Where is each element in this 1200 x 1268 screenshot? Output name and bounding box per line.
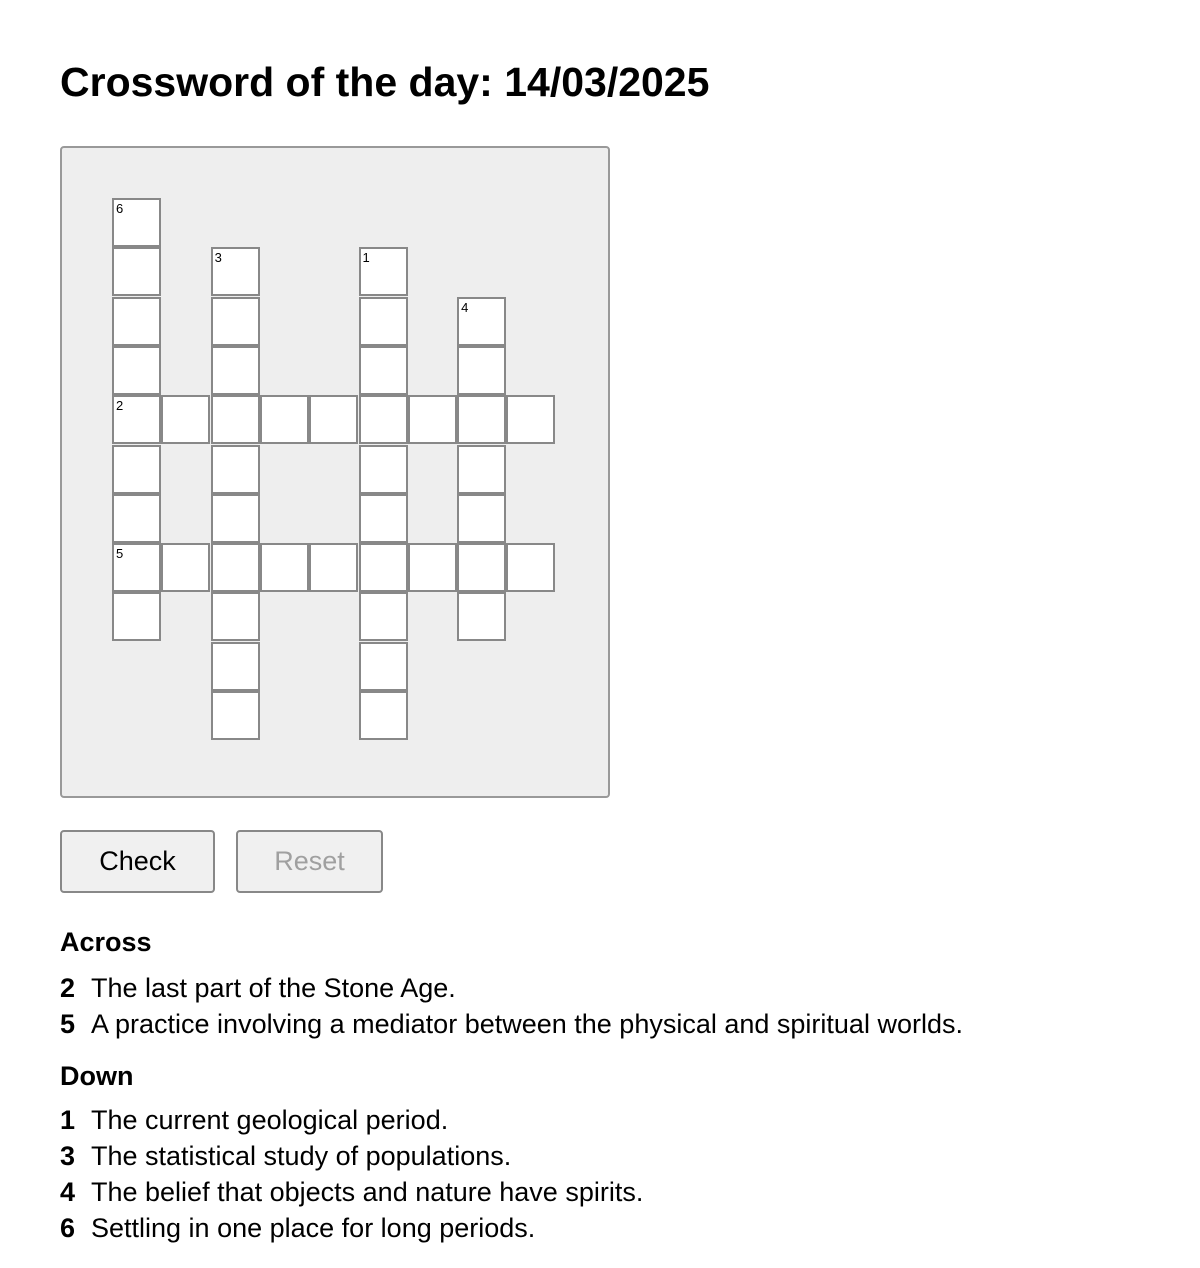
check-button[interactable]: Check xyxy=(60,830,215,893)
letter-input[interactable] xyxy=(361,299,406,344)
clue-number-label: 1 xyxy=(362,250,370,266)
grid-cell[interactable] xyxy=(211,543,260,592)
grid-cell[interactable] xyxy=(112,494,161,543)
grid-cell[interactable] xyxy=(457,494,506,543)
grid-cell[interactable] xyxy=(309,395,358,444)
grid-cell[interactable] xyxy=(359,592,408,641)
grid-cell[interactable] xyxy=(211,395,260,444)
grid-cell[interactable] xyxy=(161,395,210,444)
down-heading: Down xyxy=(60,1061,134,1091)
letter-input[interactable] xyxy=(213,644,258,689)
letter-input[interactable] xyxy=(262,397,307,442)
grid-cell[interactable] xyxy=(211,445,260,494)
clue-item xyxy=(60,970,963,1006)
grid-cell[interactable] xyxy=(359,494,408,543)
clue-number: 1 xyxy=(60,1105,76,1135)
clue-number-label: 6 xyxy=(116,201,124,216)
letter-input[interactable] xyxy=(459,299,504,344)
grid-cell[interactable] xyxy=(211,592,260,641)
clue-item xyxy=(60,1138,643,1174)
clue-number-label: 5 xyxy=(116,546,124,562)
clue-number: 3 xyxy=(60,1141,76,1171)
grid-cell[interactable] xyxy=(408,395,457,444)
grid-cell[interactable] xyxy=(359,543,408,592)
grid-cell[interactable] xyxy=(359,445,408,494)
clue-item xyxy=(60,1210,643,1246)
letter-input[interactable] xyxy=(114,447,159,492)
grid-cell[interactable] xyxy=(112,297,161,346)
grid-cell[interactable] xyxy=(260,395,309,444)
grid-cell[interactable] xyxy=(112,395,161,444)
letter-input[interactable] xyxy=(361,447,406,492)
letter-input[interactable] xyxy=(213,545,258,590)
letter-input[interactable] xyxy=(114,397,159,442)
letter-input[interactable] xyxy=(163,545,208,590)
grid-cell[interactable] xyxy=(112,346,161,395)
letter-input[interactable] xyxy=(213,447,258,492)
clue-text: The current geological period. xyxy=(91,1105,449,1135)
clue-text: The belief that objects and nature have spirits. xyxy=(91,1177,644,1207)
letter-input[interactable] xyxy=(361,693,406,738)
letter-input[interactable] xyxy=(459,594,504,639)
grid-cell[interactable] xyxy=(112,592,161,641)
letter-input[interactable] xyxy=(213,397,258,442)
letter-input[interactable] xyxy=(459,545,504,590)
letter-input[interactable] xyxy=(311,397,356,442)
letter-input[interactable] xyxy=(459,447,504,492)
grid-cell[interactable] xyxy=(506,543,555,592)
letter-input[interactable] xyxy=(459,348,504,393)
grid-cell[interactable] xyxy=(457,592,506,641)
letter-input[interactable] xyxy=(114,545,159,590)
grid-cell[interactable] xyxy=(457,297,506,346)
clue-text: A practice involving a mediator between the physical and spiritual worlds. xyxy=(91,1009,963,1039)
letter-input[interactable] xyxy=(114,348,159,393)
clue-number-label: 3 xyxy=(214,250,222,266)
letter-input[interactable] xyxy=(213,348,258,393)
letter-input[interactable] xyxy=(213,594,258,639)
reset-button[interactable]: Reset xyxy=(236,830,383,893)
letter-input[interactable] xyxy=(311,545,356,590)
letter-input[interactable] xyxy=(361,397,406,442)
letter-input[interactable] xyxy=(410,545,455,590)
letter-input[interactable] xyxy=(508,545,553,590)
grid-cell[interactable] xyxy=(359,691,408,740)
grid-cell[interactable] xyxy=(309,543,358,592)
grid-cell[interactable] xyxy=(359,247,408,296)
letter-input[interactable] xyxy=(213,693,258,738)
grid-cell[interactable] xyxy=(161,543,210,592)
grid-cell[interactable] xyxy=(211,346,260,395)
grid-cell[interactable] xyxy=(457,346,506,395)
grid-cell[interactable] xyxy=(211,247,260,296)
clue-item xyxy=(60,1174,643,1210)
clue-number-label: 4 xyxy=(461,299,469,315)
letter-input[interactable] xyxy=(410,397,455,442)
letter-input[interactable] xyxy=(361,644,406,689)
across-clue-list xyxy=(60,970,963,1042)
letter-input[interactable] xyxy=(459,397,504,442)
letter-input[interactable] xyxy=(213,299,258,344)
letter-input[interactable] xyxy=(163,397,208,442)
letter-input[interactable] xyxy=(213,496,258,541)
grid-cell[interactable] xyxy=(211,494,260,543)
clue-text: The last part of the Stone Age. xyxy=(91,973,456,1003)
letter-input[interactable] xyxy=(114,249,159,294)
letter-input[interactable] xyxy=(361,545,406,590)
letter-input[interactable] xyxy=(508,397,553,442)
grid-cell[interactable] xyxy=(211,297,260,346)
clue-number: 5 xyxy=(60,1009,76,1039)
letter-input[interactable] xyxy=(114,299,159,344)
clue-number: 6 xyxy=(60,1213,76,1243)
grid-cell[interactable] xyxy=(260,543,309,592)
grid-cell[interactable] xyxy=(457,445,506,494)
grid-cell[interactable] xyxy=(211,642,260,691)
clue-number-label: 2 xyxy=(116,398,124,414)
letter-input[interactable] xyxy=(114,200,159,245)
letter-input[interactable] xyxy=(262,545,307,590)
down-clue-list xyxy=(60,1102,643,1246)
grid-cell[interactable] xyxy=(112,543,161,592)
grid-cell[interactable] xyxy=(359,642,408,691)
clue-number: 4 xyxy=(60,1177,76,1207)
grid-cell[interactable] xyxy=(211,691,260,740)
grid-cell[interactable] xyxy=(359,297,408,346)
letter-input[interactable] xyxy=(361,348,406,393)
letter-input[interactable] xyxy=(361,249,406,294)
grid-cell[interactable] xyxy=(457,543,506,592)
letter-input[interactable] xyxy=(361,594,406,639)
letter-input[interactable] xyxy=(459,496,504,541)
letter-input[interactable] xyxy=(213,249,258,294)
letter-input[interactable] xyxy=(361,496,406,541)
grid-cell[interactable] xyxy=(359,395,408,444)
clue-item xyxy=(60,1102,643,1138)
clue-number: 2 xyxy=(60,973,76,1003)
across-heading: Across xyxy=(60,927,152,957)
letter-input[interactable] xyxy=(114,594,159,639)
grid-cell[interactable] xyxy=(112,198,161,247)
clue-text: The statistical study of populations. xyxy=(91,1141,512,1171)
clue-item xyxy=(60,1006,963,1042)
grid-cell[interactable] xyxy=(112,247,161,296)
grid-cell[interactable] xyxy=(506,395,555,444)
crossword-board xyxy=(60,146,610,798)
page-title: Crossword of the day: 14/03/2025 xyxy=(60,59,710,105)
grid-cell[interactable] xyxy=(457,395,506,444)
grid-cell[interactable] xyxy=(112,445,161,494)
grid-cell[interactable] xyxy=(408,543,457,592)
clue-text: Settling in one place for long periods. xyxy=(91,1213,536,1243)
grid-cell[interactable] xyxy=(359,346,408,395)
letter-input[interactable] xyxy=(114,496,159,541)
